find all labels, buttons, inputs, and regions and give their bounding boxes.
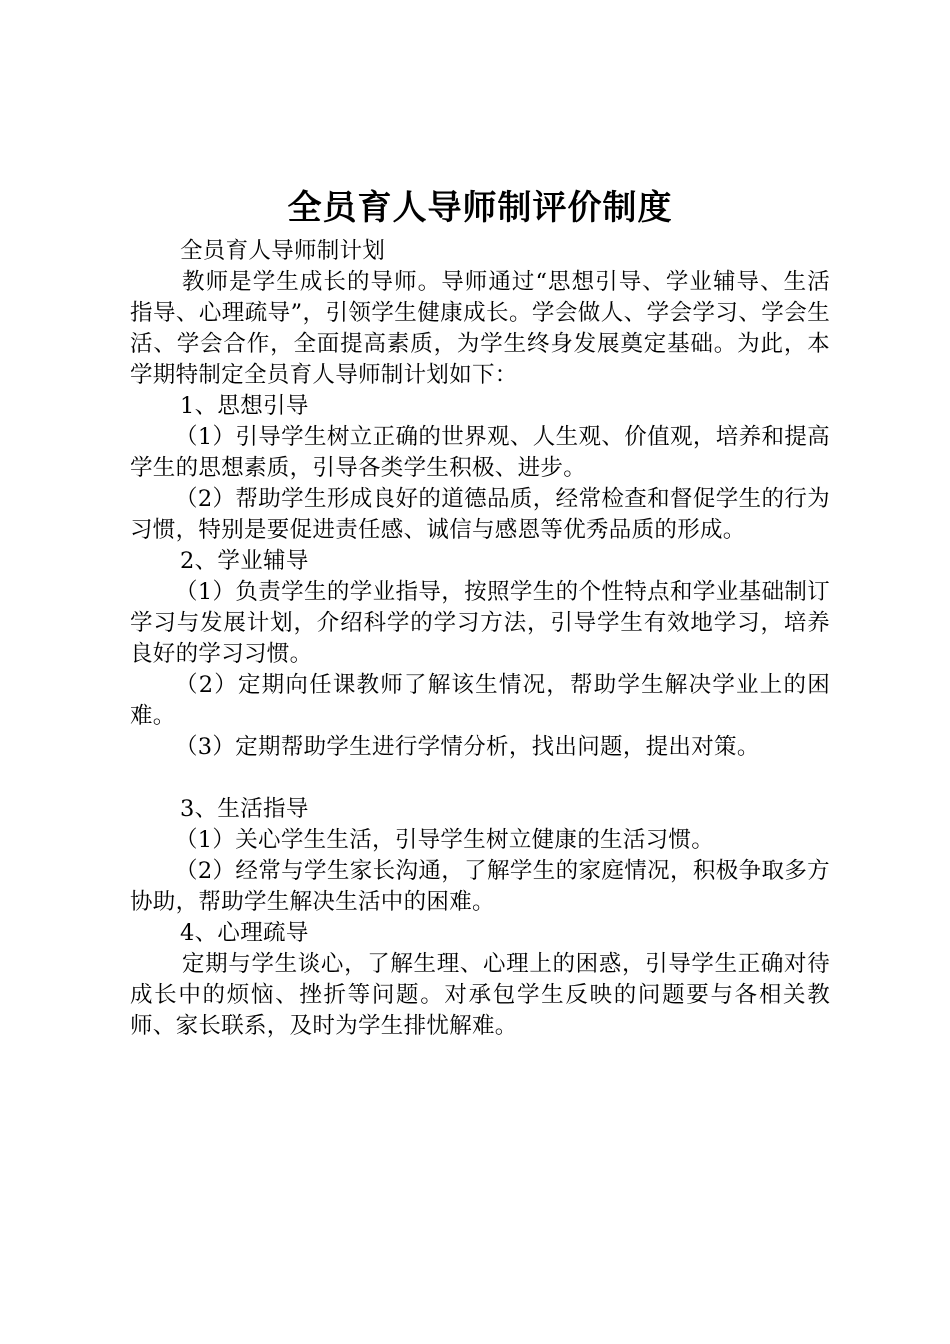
section-heading-3: 3、生活指导 bbox=[180, 796, 309, 822]
plan-subtitle: 全员育人导师制计划 bbox=[180, 238, 386, 264]
section-2-item-2: （2）定期向任课教师了解该生情况，帮助学生解决学业上的困难。 bbox=[130, 672, 830, 729]
blank-line bbox=[130, 763, 830, 794]
document-title: 全员育人导师制评价制度 bbox=[287, 188, 673, 228]
section-3-item-2: （2）经常与学生家长沟通，了解学生的家庭情况，积极争取多方协助，帮助学生解决生活中的困难。 bbox=[130, 858, 830, 915]
section-3-item-1: （1）关心学生生活，引导学生树立健康的生活习惯。 bbox=[175, 827, 715, 853]
section-heading-2: 2、学业辅导 bbox=[180, 548, 309, 574]
section-1-item-2: （2）帮助学生形成良好的道德品质，经常检查和督促学生的行为习惯，特别是要促进责任感、诚信与感恩等优秀品质的形成。 bbox=[130, 486, 830, 543]
intro-paragraph: 教师是学生成长的导师。导师通过“思想引导、学业辅导、生活指导、心理疏导”，引领学生健康成长。学会做人、学会学习、学会生活、学会合作，全面提高素质，为学生终身发展奠定基础。为此，本学期特制定全员育人导师制计划如下： bbox=[130, 269, 830, 388]
section-heading-4: 4、心理疏导 bbox=[180, 920, 309, 946]
section-4-item-1: 定期与学生谈心，了解生理、心理上的困惑，引导学生正确对待成长中的烦恼、挫折等问题。对承包学生反映的问题要与各相关教师、家长联系，及时为学生排忧解难。 bbox=[130, 951, 830, 1039]
section-1-item-1: （1）引导学生树立正确的世界观、人生观、价值观，培养和提高学生的思想素质，引导各类学生积极、进步。 bbox=[130, 424, 830, 481]
document-page bbox=[130, 186, 830, 1042]
section-heading-1: 1、思想引导 bbox=[180, 393, 309, 419]
section-2-item-1: （1）负责学生的学业指导，按照学生的个性特点和学业基础制订学习与发展计划，介绍科学的学习方法，引导学生有效地学习，培养良好的学习习惯。 bbox=[130, 579, 830, 667]
section-2-item-3: （3）定期帮助学生进行学情分析，找出问题，提出对策。 bbox=[175, 734, 760, 760]
